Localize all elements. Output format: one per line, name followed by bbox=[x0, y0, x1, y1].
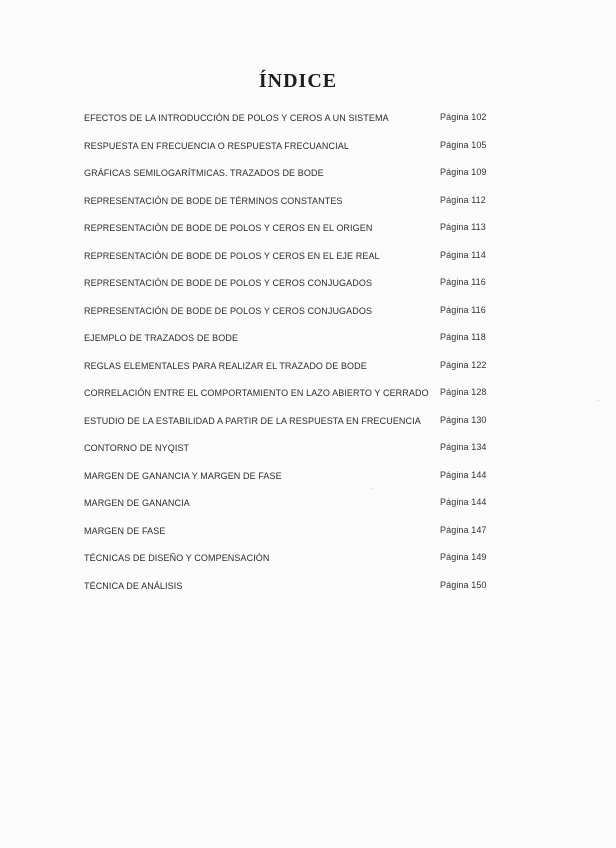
toc-entry-title: EJEMPLO DE TRAZADOS DE BODE bbox=[84, 333, 239, 343]
toc-entry bbox=[84, 358, 504, 386]
toc-entry bbox=[84, 193, 504, 221]
toc-entry-title: REPRESENTACIÓN DE BODE DE POLOS Y CEROS EN EL ORIGEN bbox=[84, 223, 373, 233]
toc-entry bbox=[84, 385, 504, 413]
toc-entry bbox=[84, 138, 504, 166]
toc-entry-title: REPRESENTACIÓN DE BODE DE POLOS Y CEROS EN EL EJE REAL bbox=[84, 250, 380, 261]
toc-entry-title: MARGEN DE GANANCIA bbox=[84, 498, 190, 508]
toc-entry-page: Página 128 bbox=[440, 387, 487, 397]
toc-entry-title: EFECTOS DE LA INTRODUCCIÓN DE POLOS Y CEROS A UN SISTEMA bbox=[84, 113, 389, 123]
toc-entry-page: Página 102 bbox=[440, 112, 487, 122]
toc-entry-page: Página 118 bbox=[440, 332, 486, 342]
toc-entry bbox=[84, 468, 504, 496]
table-of-contents bbox=[84, 110, 504, 605]
toc-entry-page: Página 114 bbox=[440, 249, 486, 260]
toc-entry-title: CORRELACIÓN ENTRE EL COMPORTAMIENTO EN LAZO ABIERTO Y CERRADO bbox=[84, 388, 429, 398]
toc-entry bbox=[84, 275, 504, 303]
toc-entry-page: Página 144 bbox=[440, 497, 487, 507]
toc-entry-page: Página 144 bbox=[440, 469, 487, 480]
toc-entry-page: Página 134 bbox=[440, 442, 487, 452]
toc-entry-title: TÉCNICAS DE DISEÑO Y COMPENSACIÓN bbox=[84, 553, 270, 563]
toc-entry-title: REPRESENTACIÓN DE BODE DE TÉRMINOS CONSTANTES bbox=[84, 195, 343, 206]
toc-entry bbox=[84, 495, 504, 523]
toc-entry-title: ESTUDIO DE LA ESTABILIDAD A PARTIR DE LA RESPUESTA EN FRECUENCIA bbox=[84, 415, 421, 426]
toc-entry-page: Página 116 bbox=[440, 304, 486, 315]
toc-entry-page: Página 122 bbox=[440, 359, 487, 370]
toc-entry bbox=[84, 330, 504, 358]
toc-entry-title: TÉCNICA DE ANÁLISIS bbox=[84, 580, 183, 591]
toc-entry-page: Página 149 bbox=[440, 552, 487, 562]
toc-entry-page: Página 113 bbox=[440, 222, 486, 232]
toc-entry bbox=[84, 110, 504, 138]
toc-entry bbox=[84, 413, 504, 441]
toc-entry-title: CONTORNO DE NYQIST bbox=[84, 443, 190, 453]
toc-entry bbox=[84, 248, 504, 276]
toc-entry-title: GRÁFICAS SEMILOGARÍTMICAS. TRAZADOS DE BODE bbox=[84, 168, 324, 178]
toc-entry-page: Página 112 bbox=[440, 194, 486, 205]
page-title: ÍNDICE bbox=[258, 70, 338, 92]
toc-entry-page: Página 109 bbox=[440, 167, 487, 177]
toc-entry bbox=[84, 220, 504, 248]
toc-entry bbox=[84, 550, 504, 578]
toc-entry-page: Página 147 bbox=[440, 524, 487, 535]
toc-entry bbox=[84, 523, 504, 551]
toc-entry bbox=[84, 303, 504, 331]
toc-entry-page: Página 116 bbox=[440, 277, 486, 287]
toc-entry bbox=[84, 440, 504, 468]
toc-entry-page: Página 150 bbox=[440, 579, 487, 590]
toc-entry-title: REGLAS ELEMENTALES PARA REALIZAR EL TRAZADO DE BODE bbox=[84, 360, 367, 371]
toc-entry bbox=[84, 578, 504, 606]
scan-speck bbox=[372, 488, 373, 489]
toc-entry-page: Página 105 bbox=[440, 139, 487, 150]
toc-entry-title: MARGEN DE FASE bbox=[84, 525, 166, 536]
toc-entry-title: RESPUESTA EN FRECUENCIA O RESPUESTA FRECUANCIAL bbox=[84, 140, 349, 151]
toc-entry-title: MARGEN DE GANANCIA Y MARGEN DE FASE bbox=[84, 470, 282, 481]
scan-speck bbox=[598, 400, 599, 401]
toc-entry-title: REPRESENTACIÓN DE BODE DE POLOS Y CEROS CONJUGADOS bbox=[84, 278, 373, 288]
toc-entry bbox=[84, 165, 504, 193]
toc-entry-title: REPRESENTACIÓN DE BODE DE POLOS Y CEROS CONJUGADOS bbox=[84, 305, 373, 316]
toc-entry-page: Página 130 bbox=[440, 414, 487, 425]
